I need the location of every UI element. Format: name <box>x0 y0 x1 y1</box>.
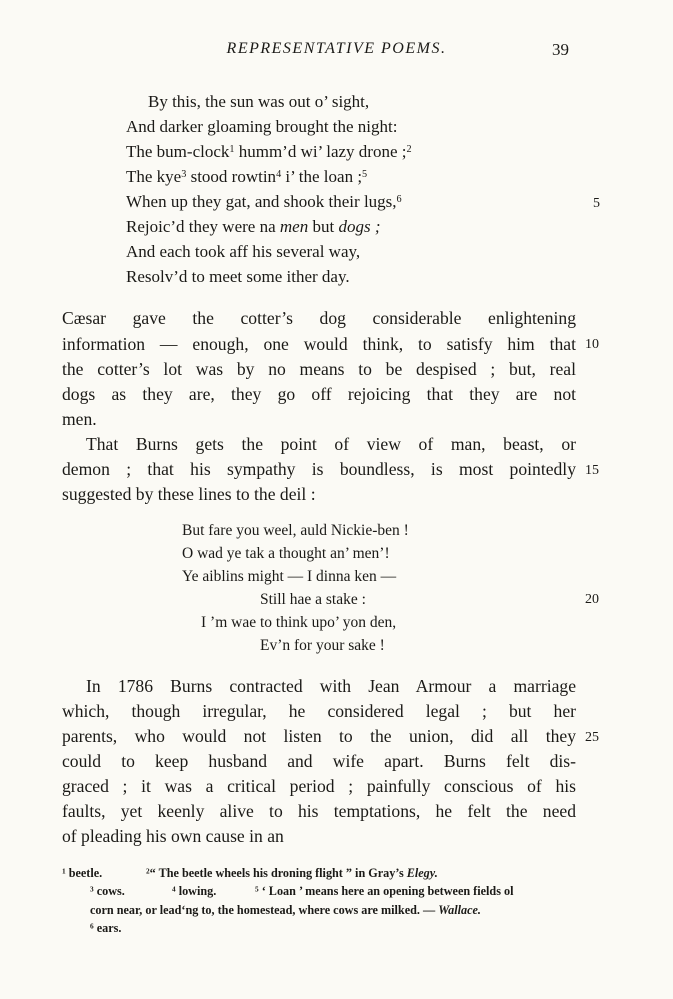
verse-line: When up they gat, and shook their lugs,$^6$ <box>126 192 402 211</box>
footnote-ref: 4 <box>276 168 282 180</box>
footnote: $^4$ lowing. <box>172 884 217 898</box>
line-number: 5 <box>593 196 600 211</box>
verse-line: And each took aff his several way, <box>126 242 361 261</box>
line-number: 15 <box>585 463 599 478</box>
running-header: REPRESENTATIVE POEMS. <box>226 40 447 57</box>
quoted-verse-line: Ev’n for your sake ! <box>260 637 385 654</box>
verse-line: Rejoic’d they were na men but dogs ; <box>126 217 381 236</box>
prose-line: information — enough, one would think, to satisfy him that <box>62 334 576 354</box>
prose-line: which, though irregular, he considered legal ; but her <box>62 701 576 721</box>
footnote-ref: 1 <box>229 143 235 155</box>
quoted-verse-line: Ye aiblins might — I dinna ken — <box>182 568 397 585</box>
prose-line: parents, who would not listen to the union, did all they <box>62 726 576 746</box>
line-number: 20 <box>585 592 599 607</box>
footnote: $^1$ beetle. <box>62 866 103 880</box>
footnote-ref: 5 <box>362 168 368 180</box>
footnote: $^3$ cows. <box>90 884 125 898</box>
footnote-ref: 6 <box>396 193 402 205</box>
prose-line: dogs as they are, they go off rejoicing that they are not <box>62 384 576 404</box>
prose-line: of pleading his own cause in an <box>62 826 284 846</box>
footnote: $^2$“ The beetle wheels his droning flight ” in Gray’s Elegy. <box>146 866 438 880</box>
prose-line: faults, yet keenly alive to his temptations, he felt the need <box>62 801 576 821</box>
verse-line: By this, the sun was out o’ sight, <box>148 92 370 111</box>
quoted-verse-line: I ’m wae to think upo’ yon den, <box>201 614 397 631</box>
prose-line: suggested by these lines to the deil : <box>62 484 316 504</box>
verse-line: The kye$^3$ stood rowtin$^4$ i’ the loan ;$^5$ <box>126 167 368 186</box>
line-number: 25 <box>585 730 599 745</box>
prose-line: graced ; it was a critical period ; painfully conscious of his <box>62 776 576 796</box>
footnote: $^6$ ears. <box>90 921 122 935</box>
prose-line: men. <box>62 409 97 429</box>
quoted-verse-line: Still hae a stake : <box>260 591 366 608</box>
prose-line: That Burns gets the point of view of man, beast, or <box>86 434 576 454</box>
prose-line: Cæsar gave the cotter’s dog considerable enlightening <box>62 308 576 328</box>
prose-line: the cotter’s lot was by no means to be despised ; but, real <box>62 359 576 379</box>
quoted-verse-line: But fare you weel, auld Nickie-ben ! <box>182 522 409 539</box>
verse-line: Resolv’d to meet some ither day. <box>126 267 350 286</box>
prose-line: demon ; that his sympathy is boundless, is most pointedly <box>62 459 576 479</box>
quoted-verse-line: O wad ye tak a thought an’ men’! <box>182 545 390 562</box>
line-number: 10 <box>585 337 599 352</box>
verse-line: And darker gloaming brought the night: <box>126 117 398 136</box>
footnote: corn near, or lead‘ng to, the homestead, where cows are milked. — Wallace. <box>90 903 481 917</box>
page-number: 39 <box>552 40 569 59</box>
footnote: $^5$ ‘ Loan ’ means here an opening between fields ol <box>255 884 514 898</box>
prose-line: In 1786 Burns contracted with Jean Armour a marriage <box>86 676 576 696</box>
footnote-ref: 2 <box>406 143 412 155</box>
prose-line: could to keep husband and wife apart. Burns felt dis- <box>62 751 576 771</box>
verse-line: The bum-clock$^1$ humm’d wi’ lazy drone ;$^2$ <box>126 142 412 161</box>
footnote-ref: 3 <box>181 168 187 180</box>
